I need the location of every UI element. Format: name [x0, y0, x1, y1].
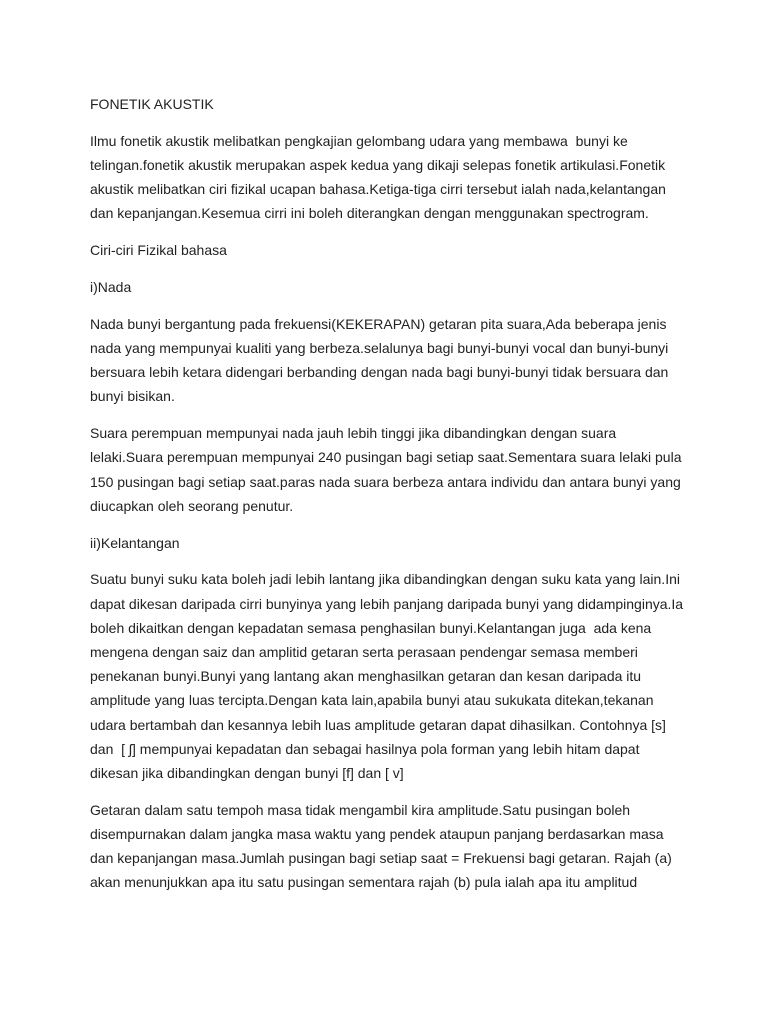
- text-line: telingan.fonetik akustik merupakan aspek kedua yang dikaji selepas fonetik artikulasi.Fonetik: [90, 157, 666, 173]
- text-line: Nada bunyi bergantung pada frekuensi(KEKERAPAN) getaran pita suara,Ada beberapa jenis: [90, 315, 667, 332]
- paragraph: [90, 312, 720, 409]
- text-line: Suatu bunyi suku kata boleh jadi lebih lantang jika dibandingkan dengan suku kata yang lain.Ini: [90, 571, 680, 588]
- section-heading: [90, 238, 720, 262]
- text-line: ii)Kelantangan: [90, 534, 180, 551]
- section-heading: [90, 531, 720, 555]
- text-line: dan kepanjangan masa.Jumlah pusingan bagi setiap saat = Frekuensi bagi getaran. Rajah (a): [90, 850, 672, 867]
- text-line: udara bertambah dan kesannya lebih luas amplitude getaran dapat dihasilkan. Contohnya [s]: [90, 716, 666, 733]
- text-line: bersuara lebih ketara didengari berbanding dengan nada bagi bunyi-bunyi tidak bersuara dan: [90, 364, 669, 381]
- paragraph: [90, 567, 720, 785]
- text-line: disempurnakan dalam jangka masa waktu yang pendek ataupun panjang berdasarkan masa: [90, 826, 664, 843]
- text-line: bunyi bisikan.: [90, 388, 175, 405]
- section-heading: [90, 275, 720, 299]
- text-line: akan menunjukkan apa itu satu pusingan sementara rajah (b) pula ialah apa itu amplitud: [90, 874, 638, 891]
- document-title: [90, 92, 720, 116]
- text-line: Getaran dalam satu tempoh masa tidak mengambil kira amplitude.Satu pusingan boleh: [90, 801, 631, 818]
- paragraph: [90, 129, 720, 226]
- text-line: boleh dikaitkan dengan kepadatan semasa penghasilan bunyi.Kelantangan juga ada kena: [90, 619, 652, 636]
- text-line: Suara perempuan mempunyai nada jauh lebih tinggi jika dibandingkan dengan suara: [90, 425, 617, 442]
- text-line: amplitude yang luas tercipta.Dengan kata lain,apabila bunyi atau sukukata ditekan,tekanan: [90, 692, 654, 709]
- text-line: nada yang mempunyai kualiti yang berbeza.selalunya bagi bunyi-bunyi vocal dan bunyi-bunyi: [90, 340, 669, 356]
- paragraph: [90, 798, 720, 895]
- text-line: dapat dikesan daripada cirri bunyinya yang lebih panjang daripada bunyi yang didampinginya.Ia: [90, 595, 684, 612]
- text-line: 150 pusingan bagi setiap saat.paras nada suara berbeza antara individu dan antara bunyi yang: [90, 473, 681, 490]
- text-line: mengena dengan saiz dan amplitid getaran serta perasaan pendengar semasa memberi: [90, 644, 638, 661]
- text-line: akustik melibatkan ciri fizikal ucapan bahasa.Ketiga-tiga cirri tersebut ialah nada,kelantangan: [90, 181, 666, 198]
- paragraph: [90, 421, 720, 518]
- text-line: FONETIK AKUSTIK: [90, 96, 214, 112]
- text-line: penekanan bunyi.Bunyi yang lantang akan menghasilkan getaran dan kesan daripada itu: [90, 668, 642, 685]
- text-line: Ilmu fonetik akustik melibatkan pengkajian gelombang udara yang membawa bunyi ke: [90, 132, 628, 149]
- text-line: dan kepanjangan.Kesemua cirri ini boleh diterangkan dengan menggunakan spectrogram.: [90, 205, 649, 222]
- text-line: dikesan jika dibandingkan dengan bunyi [f] dan [ v]: [90, 765, 404, 782]
- text-line: i)Nada: [90, 279, 132, 295]
- text-line: lelaki.Suara perempuan mempunyai 240 pusingan bagi setiap saat.Sementara suara lelaki pula: [90, 449, 682, 466]
- text-line: Ciri-ciri Fizikal bahasa: [90, 242, 227, 259]
- text-line: dan [ ʃ] mempunyai kepadatan dan sebagai hasilnya pola forman yang lebih hitam dapat: [90, 740, 640, 757]
- text-line: diucapkan oleh seorang penutur.: [90, 497, 294, 514]
- document-body: [90, 92, 720, 907]
